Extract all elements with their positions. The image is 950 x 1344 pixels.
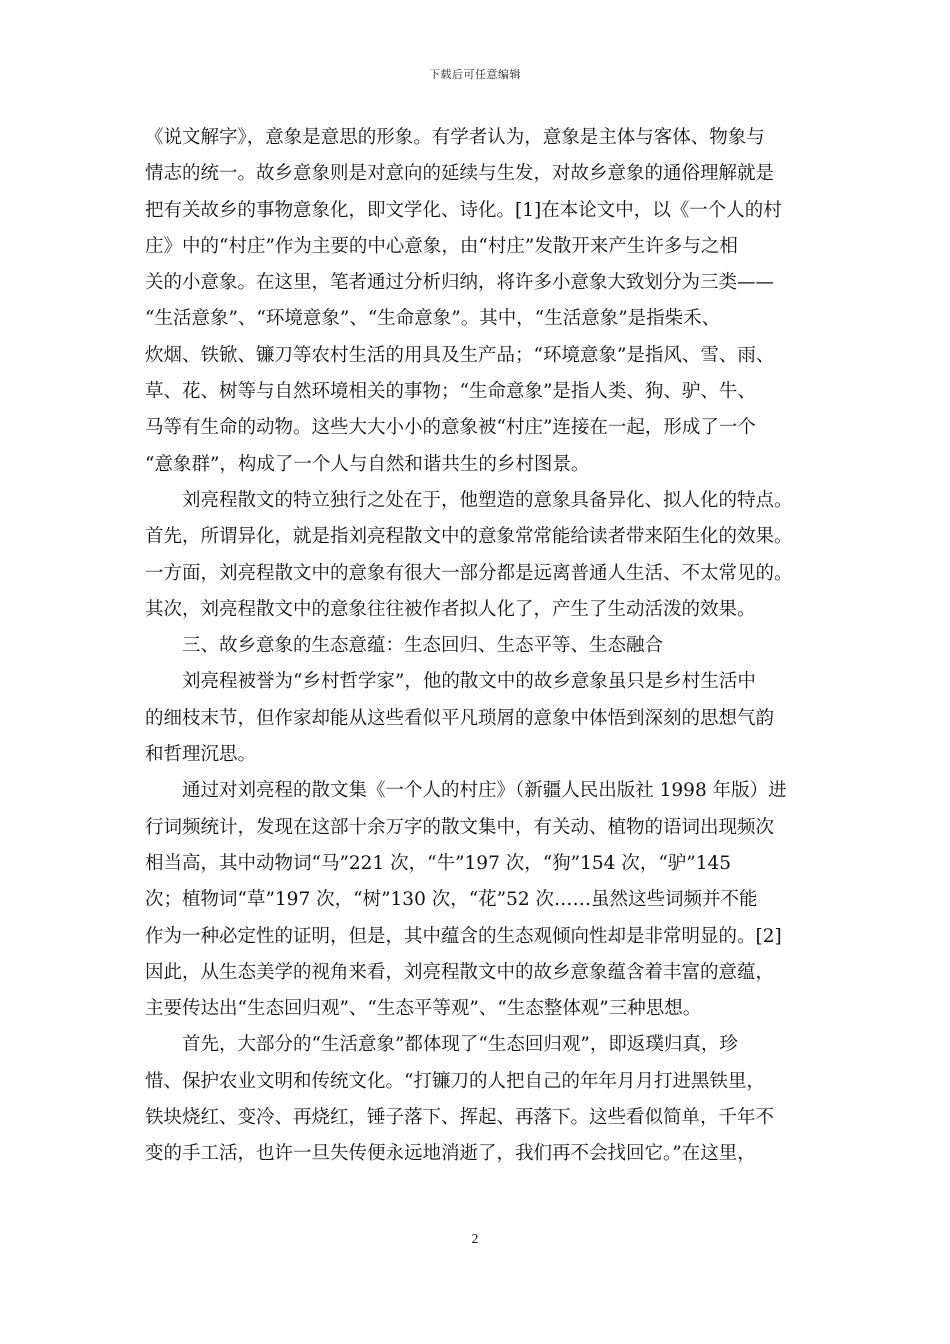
text-line: 情志的统一。故乡意象则是对意向的延续与生发，对故乡意象的通俗理解就是 bbox=[145, 163, 775, 185]
page-number: 2 bbox=[471, 1232, 479, 1247]
text-line: 刘亮程被誉为“乡村哲学家”，他的散文中的故乡意象虽只是乡村生活中 bbox=[145, 671, 756, 693]
text-line: 关的小意象。在这里，笔者通过分析归纳，将许多小意象大致划分为三类—— bbox=[145, 272, 775, 294]
text-line: 变的手工活，也许一旦失传便永远地消逝了，我们再不会找回它。”在这里， bbox=[145, 1143, 756, 1165]
paragraph bbox=[145, 664, 810, 773]
text-line: 一方面，刘亮程散文中的意象有很大一部分都是远离普通人生活、不太常见的。 bbox=[145, 562, 793, 584]
text-line: 草、花、树等与自然环境相关的事物；“生命意象”是指人类、狗、驴、牛、 bbox=[145, 381, 756, 403]
text-line: 《说文解字》，意象是意思的形象。有学者认为，意象是主体与客体、物象与 bbox=[145, 127, 765, 148]
text-line: 三、故乡意象的生态意蕴：生态回归、生态平等、生态融合 bbox=[145, 635, 664, 657]
text-line: 相当高，其中动物词“马”221 次，“牛”197 次，“狗”154 次，“驴”145 bbox=[145, 852, 732, 874]
text-line: 因此，从生态美学的视角来看，刘亮程散文中的故乡意象蕴含着丰富的意蕴， bbox=[145, 961, 775, 983]
text-line: “意象群”，构成了一个人与自然和谐共生的乡村图景。 bbox=[145, 453, 590, 475]
text-line: 其次，刘亮程散文中的意象往往被作者拟人化了，产生了生动活泼的效果。 bbox=[145, 598, 756, 620]
text-line: 的细枝末节，但作家却能从这些看似平凡琐屑的意象中体悟到深刻的思想气韵 bbox=[145, 707, 775, 729]
paragraph bbox=[145, 773, 810, 1027]
text-line: 首先，所谓异化，就是指刘亮程散文中的意象常常能给读者带来陌生化的效果。 bbox=[145, 526, 793, 548]
paragraph bbox=[145, 628, 810, 664]
paragraph bbox=[145, 1027, 810, 1172]
text-line: 行词频统计，发现在这部十余万字的散文集中，有关动、植物的语词出现频次 bbox=[145, 816, 775, 838]
document-body bbox=[145, 120, 810, 1173]
paragraph bbox=[145, 483, 810, 628]
text-line: 次；植物词“草”197 次，“树”130 次，“花”52 次……虽然这些词频并不能 bbox=[145, 889, 758, 911]
text-line: 庄》中的“村庄”作为主要的中心意象，由“村庄”发散开来产生许多与之相 bbox=[145, 235, 738, 257]
text-line: 作为一种必定性的证明，但是，其中蕴含的生态观倾向性却是非常明显的。[2] bbox=[145, 925, 782, 947]
paragraph bbox=[145, 120, 810, 483]
text-line: 把有关故乡的事物意象化，即文学化、诗化。[1]在本论文中，以《一个人的村 bbox=[145, 199, 782, 221]
text-line: 通过对刘亮程的散文集《一个人的村庄》（新疆人民出版社 1998 年版）进 bbox=[145, 780, 787, 802]
text-line: 惜、保护农业文明和传统文化。“打镰刀的人把自己的年年月月打进黑铁里， bbox=[145, 1070, 765, 1092]
text-line: “生活意象”、“环境意象”、“生命意象”。其中，“生活意象”是指柴禾、 bbox=[145, 308, 721, 330]
text-line: 炊烟、铁锨、镰刀等农村生活的用具及生产品；“环境意象”是指风、雪、雨、 bbox=[145, 344, 775, 366]
text-line: 铁块烧红、变冷、再烧红，锤子落下、挥起、再落下。这些看似简单，千年不 bbox=[145, 1107, 775, 1129]
text-line: 首先，大部分的“生活意象”都体现了“生态回归观”，即返璞归真，珍 bbox=[145, 1034, 738, 1056]
text-line: 马等有生命的动物。这些大大小小的意象被“村庄”连接在一起，形成了一个 bbox=[145, 417, 756, 439]
text-line: 和哲理沉思。 bbox=[145, 744, 257, 766]
page-header: 下载后可任意编辑 bbox=[429, 68, 521, 81]
text-line: 刘亮程散文的特立独行之处在于，他塑造的意象具备异化、拟人化的特点。 bbox=[145, 489, 793, 511]
text-line: 主要传达出“生态回归观”、“生态平等观”、“生态整体观”三种思想。 bbox=[145, 998, 702, 1020]
